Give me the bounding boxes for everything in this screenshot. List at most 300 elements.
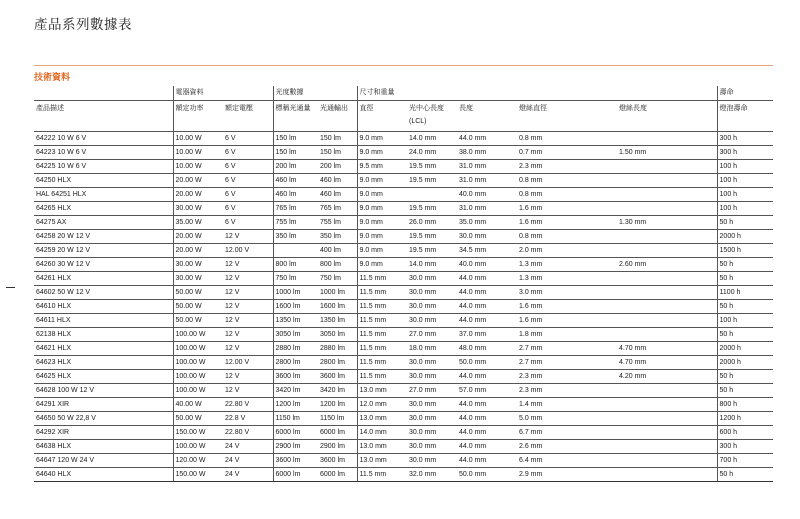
cell-diameter: 11.5 mm bbox=[357, 314, 407, 328]
cell-flux-nominal: 1600 lm bbox=[273, 300, 318, 314]
cell-power: 150.00 W bbox=[173, 468, 223, 482]
col-flux-nominal: 標稱光通量 bbox=[273, 101, 318, 132]
cell-filament-diameter: 2.6 mm bbox=[517, 440, 617, 454]
col-lamp-life: 燈泡壽命 bbox=[717, 101, 773, 132]
cell-power: 10.00 W bbox=[173, 132, 223, 146]
table-row bbox=[34, 412, 773, 426]
cell-flux-nominal: 3600 lm bbox=[273, 454, 318, 468]
col-voltage: 額定電壓 bbox=[223, 101, 273, 132]
cell-product: 64640 HLX bbox=[34, 468, 173, 482]
cell-lcl: 30.0 mm bbox=[407, 426, 457, 440]
cell-product: 64223 10 W 6 V bbox=[34, 146, 173, 160]
cell-product: 64650 50 W 22,8 V bbox=[34, 412, 173, 426]
cell-lcl: 18.0 mm bbox=[407, 342, 457, 356]
cell-length: 37.0 mm bbox=[457, 328, 517, 342]
cell-filament-diameter: 1.3 mm bbox=[517, 258, 617, 272]
cell-power: 100.00 W bbox=[173, 328, 223, 342]
cell-flux-output: 3050 lm bbox=[318, 328, 357, 342]
cell-filament-diameter: 0.7 mm bbox=[517, 146, 617, 160]
cell-product: 64647 120 W 24 V bbox=[34, 454, 173, 468]
cell-diameter: 9.0 mm bbox=[357, 188, 407, 202]
cell-length: 48.0 mm bbox=[457, 342, 517, 356]
cell-length: 44.0 mm bbox=[457, 314, 517, 328]
cell-filament-length bbox=[617, 412, 717, 426]
cell-flux-nominal: 150 lm bbox=[273, 132, 318, 146]
cell-power: 100.00 W bbox=[173, 342, 223, 356]
cell-voltage: 12.00 V bbox=[223, 244, 273, 258]
cell-life: 300 h bbox=[717, 440, 773, 454]
cell-filament-diameter: 6.4 mm bbox=[517, 454, 617, 468]
cell-filament-length bbox=[617, 188, 717, 202]
table-row bbox=[34, 230, 773, 244]
cell-life: 1500 h bbox=[717, 244, 773, 258]
cell-filament-diameter: 1.6 mm bbox=[517, 202, 617, 216]
cell-filament-length bbox=[617, 174, 717, 188]
cell-filament-diameter: 2.0 mm bbox=[517, 244, 617, 258]
table-row bbox=[34, 188, 773, 202]
cell-voltage: 6 V bbox=[223, 174, 273, 188]
cell-life: 100 h bbox=[717, 160, 773, 174]
cell-length: 31.0 mm bbox=[457, 174, 517, 188]
col-lcl: 光中心長度 (LCL) bbox=[407, 101, 457, 132]
cell-filament-length bbox=[617, 384, 717, 398]
cell-filament-length bbox=[617, 328, 717, 342]
spec-table bbox=[34, 86, 773, 482]
cell-life: 50 h bbox=[717, 384, 773, 398]
group-electrical: 電器資料 bbox=[173, 86, 273, 101]
cell-flux-output: 460 lm bbox=[318, 188, 357, 202]
cell-flux-output: 150 lm bbox=[318, 132, 357, 146]
cell-life: 50 h bbox=[717, 216, 773, 230]
table-row bbox=[34, 272, 773, 286]
cell-voltage: 6 V bbox=[223, 188, 273, 202]
cell-filament-length: 2.60 mm bbox=[617, 258, 717, 272]
cell-life: 100 h bbox=[717, 314, 773, 328]
cell-lcl: 14.0 mm bbox=[407, 132, 457, 146]
cell-flux-nominal: 2900 lm bbox=[273, 440, 318, 454]
cell-flux-nominal: 1200 lm bbox=[273, 398, 318, 412]
group-dimensions: 尺寸和重量 bbox=[357, 86, 717, 101]
cell-power: 20.00 W bbox=[173, 230, 223, 244]
table-row bbox=[34, 342, 773, 356]
cell-filament-diameter: 0.8 mm bbox=[517, 132, 617, 146]
cell-lcl: 19.5 mm bbox=[407, 160, 457, 174]
cell-filament-length bbox=[617, 314, 717, 328]
cell-flux-output: 400 lm bbox=[318, 244, 357, 258]
cell-flux-output: 200 lm bbox=[318, 160, 357, 174]
cell-life: 50 h bbox=[717, 328, 773, 342]
table-row bbox=[34, 286, 773, 300]
cell-length: 57.0 mm bbox=[457, 384, 517, 398]
cell-power: 100.00 W bbox=[173, 370, 223, 384]
cell-product: 64258 20 W 12 V bbox=[34, 230, 173, 244]
cell-flux-nominal: 1350 lm bbox=[273, 314, 318, 328]
cell-power: 100.00 W bbox=[173, 440, 223, 454]
table-row bbox=[34, 300, 773, 314]
cell-voltage: 24 V bbox=[223, 440, 273, 454]
cell-product: 64259 20 W 12 V bbox=[34, 244, 173, 258]
cell-voltage: 6 V bbox=[223, 202, 273, 216]
cell-filament-diameter: 1.4 mm bbox=[517, 398, 617, 412]
cell-length: 44.0 mm bbox=[457, 412, 517, 426]
cell-flux-nominal bbox=[273, 244, 318, 258]
cell-lcl: 26.0 mm bbox=[407, 216, 457, 230]
cell-flux-output: 1600 lm bbox=[318, 300, 357, 314]
cell-lcl: 19.5 mm bbox=[407, 244, 457, 258]
cell-flux-nominal: 460 lm bbox=[273, 188, 318, 202]
cell-diameter: 13.0 mm bbox=[357, 384, 407, 398]
cell-life: 800 h bbox=[717, 398, 773, 412]
cell-length: 50.0 mm bbox=[457, 356, 517, 370]
cell-flux-nominal: 1000 lm bbox=[273, 286, 318, 300]
cell-length: 31.0 mm bbox=[457, 160, 517, 174]
cell-lcl: 30.0 mm bbox=[407, 440, 457, 454]
cell-power: 120.00 W bbox=[173, 454, 223, 468]
cell-product: 64628 100 W 12 V bbox=[34, 384, 173, 398]
cell-filament-length: 1.50 mm bbox=[617, 146, 717, 160]
cell-flux-nominal: 3600 lm bbox=[273, 370, 318, 384]
cell-life: 1200 h bbox=[717, 412, 773, 426]
cell-flux-nominal: 2880 lm bbox=[273, 342, 318, 356]
cell-flux-output: 6000 lm bbox=[318, 468, 357, 482]
cell-lcl: 30.0 mm bbox=[407, 286, 457, 300]
table-row bbox=[34, 244, 773, 258]
cell-voltage: 12 V bbox=[223, 286, 273, 300]
cell-product: 64260 30 W 12 V bbox=[34, 258, 173, 272]
table-row bbox=[34, 314, 773, 328]
group-photometric: 光度數據 bbox=[273, 86, 357, 101]
table-row bbox=[34, 216, 773, 230]
cell-filament-diameter: 6.7 mm bbox=[517, 426, 617, 440]
col-length: 長度 bbox=[457, 101, 517, 132]
table-row bbox=[34, 398, 773, 412]
cell-length: 44.0 mm bbox=[457, 398, 517, 412]
cell-lcl: 30.0 mm bbox=[407, 412, 457, 426]
cell-flux-nominal: 765 lm bbox=[273, 202, 318, 216]
cell-product: 64623 HLX bbox=[34, 356, 173, 370]
cell-voltage: 12.00 V bbox=[223, 356, 273, 370]
cell-filament-diameter: 2.3 mm bbox=[517, 370, 617, 384]
table-row bbox=[34, 426, 773, 440]
cell-length: 50.0 mm bbox=[457, 468, 517, 482]
cell-filament-diameter: 2.3 mm bbox=[517, 160, 617, 174]
cell-product: 64265 HLX bbox=[34, 202, 173, 216]
table-row bbox=[34, 258, 773, 272]
table-row bbox=[34, 468, 773, 482]
cell-life: 50 h bbox=[717, 272, 773, 286]
cell-filament-diameter: 3.0 mm bbox=[517, 286, 617, 300]
cell-length: 40.0 mm bbox=[457, 258, 517, 272]
cell-length: 44.0 mm bbox=[457, 454, 517, 468]
cell-filament-diameter: 1.6 mm bbox=[517, 216, 617, 230]
col-power: 額定功率 bbox=[173, 101, 223, 132]
cell-filament-length bbox=[617, 132, 717, 146]
cell-power: 50.00 W bbox=[173, 300, 223, 314]
col-filament-diameter: 燈絲直徑 bbox=[517, 101, 617, 132]
cell-flux-nominal: 200 lm bbox=[273, 160, 318, 174]
table-row bbox=[34, 328, 773, 342]
cell-filament-length: 1.30 mm bbox=[617, 216, 717, 230]
cell-power: 20.00 W bbox=[173, 174, 223, 188]
cell-lcl: 30.0 mm bbox=[407, 370, 457, 384]
cell-flux-nominal: 750 lm bbox=[273, 272, 318, 286]
cell-diameter: 9.0 mm bbox=[357, 244, 407, 258]
cell-filament-length bbox=[617, 300, 717, 314]
cell-voltage: 12 V bbox=[223, 300, 273, 314]
cell-product: 62138 HLX bbox=[34, 328, 173, 342]
cell-voltage: 6 V bbox=[223, 216, 273, 230]
cell-filament-diameter: 0.8 mm bbox=[517, 188, 617, 202]
cell-voltage: 24 V bbox=[223, 468, 273, 482]
cell-length: 44.0 mm bbox=[457, 426, 517, 440]
table-row bbox=[34, 384, 773, 398]
cell-length: 30.0 mm bbox=[457, 230, 517, 244]
cell-flux-output: 6000 lm bbox=[318, 426, 357, 440]
table-row bbox=[34, 454, 773, 468]
cell-life: 1100 h bbox=[717, 286, 773, 300]
col-product: 產品描述 bbox=[34, 101, 173, 132]
table-row bbox=[34, 356, 773, 370]
col-flux-output: 光通輸出 bbox=[318, 101, 357, 132]
cell-flux-output: 460 lm bbox=[318, 174, 357, 188]
cell-power: 50.00 W bbox=[173, 286, 223, 300]
cell-flux-output: 350 lm bbox=[318, 230, 357, 244]
cell-flux-output: 800 lm bbox=[318, 258, 357, 272]
cell-diameter: 9.0 mm bbox=[357, 146, 407, 160]
cell-diameter: 9.0 mm bbox=[357, 174, 407, 188]
col-diameter: 直徑 bbox=[357, 101, 407, 132]
cell-life: 50 h bbox=[717, 300, 773, 314]
cell-flux-output: 1350 lm bbox=[318, 314, 357, 328]
cell-voltage: 12 V bbox=[223, 230, 273, 244]
cell-diameter: 13.0 mm bbox=[357, 440, 407, 454]
cell-filament-length bbox=[617, 468, 717, 482]
cell-lcl: 19.5 mm bbox=[407, 230, 457, 244]
cell-product: 64225 10 W 6 V bbox=[34, 160, 173, 174]
cell-length: 44.0 mm bbox=[457, 272, 517, 286]
cell-lcl: 30.0 mm bbox=[407, 454, 457, 468]
table-row bbox=[34, 132, 773, 146]
cell-lcl: 30.0 mm bbox=[407, 356, 457, 370]
cell-length: 35.0 mm bbox=[457, 216, 517, 230]
cell-voltage: 12 V bbox=[223, 384, 273, 398]
cell-diameter: 9.0 mm bbox=[357, 258, 407, 272]
cell-power: 50.00 W bbox=[173, 314, 223, 328]
cell-filament-diameter: 2.7 mm bbox=[517, 356, 617, 370]
cell-product: 64602 50 W 12 V bbox=[34, 286, 173, 300]
cell-power: 40.00 W bbox=[173, 398, 223, 412]
cell-product: 64222 10 W 6 V bbox=[34, 132, 173, 146]
cell-life: 2000 h bbox=[717, 230, 773, 244]
cell-length: 38.0 mm bbox=[457, 146, 517, 160]
cell-flux-output: 150 lm bbox=[318, 146, 357, 160]
cell-length: 44.0 mm bbox=[457, 286, 517, 300]
cell-filament-length bbox=[617, 202, 717, 216]
cell-diameter: 11.5 mm bbox=[357, 356, 407, 370]
cell-filament-diameter: 2.3 mm bbox=[517, 384, 617, 398]
cell-filament-length bbox=[617, 440, 717, 454]
cell-filament-length: 4.70 mm bbox=[617, 342, 717, 356]
cell-life: 600 h bbox=[717, 426, 773, 440]
cell-product: 64292 XIR bbox=[34, 426, 173, 440]
cell-flux-output: 1000 lm bbox=[318, 286, 357, 300]
cell-flux-output: 755 lm bbox=[318, 216, 357, 230]
cell-product: 64250 HLX bbox=[34, 174, 173, 188]
cell-voltage: 22.80 V bbox=[223, 398, 273, 412]
cell-length: 44.0 mm bbox=[457, 440, 517, 454]
cell-filament-length bbox=[617, 426, 717, 440]
cell-filament-diameter: 2.9 mm bbox=[517, 468, 617, 482]
cell-voltage: 22.8 V bbox=[223, 412, 273, 426]
group-header-row bbox=[34, 86, 773, 101]
cell-voltage: 24 V bbox=[223, 454, 273, 468]
cell-filament-diameter: 1.6 mm bbox=[517, 300, 617, 314]
cell-diameter: 11.5 mm bbox=[357, 342, 407, 356]
cell-voltage: 12 V bbox=[223, 258, 273, 272]
cell-lcl bbox=[407, 188, 457, 202]
group-header-blank bbox=[34, 86, 173, 101]
cell-voltage: 6 V bbox=[223, 146, 273, 160]
cell-diameter: 9.0 mm bbox=[357, 202, 407, 216]
cell-power: 10.00 W bbox=[173, 146, 223, 160]
cell-product: 64611 HLX bbox=[34, 314, 173, 328]
cell-diameter: 9.0 mm bbox=[357, 230, 407, 244]
cell-lcl: 19.5 mm bbox=[407, 174, 457, 188]
table-row bbox=[34, 370, 773, 384]
cell-filament-length bbox=[617, 454, 717, 468]
cell-diameter: 13.0 mm bbox=[357, 454, 407, 468]
page-title: 產品系列數據表 bbox=[34, 17, 132, 32]
cell-product: 64261 HLX bbox=[34, 272, 173, 286]
cell-power: 150.00 W bbox=[173, 426, 223, 440]
cell-flux-nominal: 3050 lm bbox=[273, 328, 318, 342]
cell-life: 100 h bbox=[717, 174, 773, 188]
table-row bbox=[34, 202, 773, 216]
cell-flux-nominal: 3420 lm bbox=[273, 384, 318, 398]
cell-flux-nominal: 755 lm bbox=[273, 216, 318, 230]
cell-flux-output: 3420 lm bbox=[318, 384, 357, 398]
cell-voltage: 12 V bbox=[223, 370, 273, 384]
cell-flux-nominal: 6000 lm bbox=[273, 426, 318, 440]
spec-table-body bbox=[34, 132, 773, 482]
cell-diameter: 11.5 mm bbox=[357, 468, 407, 482]
cell-product: HAL 64251 HLX bbox=[34, 188, 173, 202]
group-lifetime: 壽命 bbox=[717, 86, 773, 101]
cell-flux-output: 2900 lm bbox=[318, 440, 357, 454]
cell-diameter: 11.5 mm bbox=[357, 370, 407, 384]
cell-filament-diameter: 1.8 mm bbox=[517, 328, 617, 342]
section-title: 技術資料 bbox=[34, 72, 71, 82]
cell-diameter: 11.5 mm bbox=[357, 286, 407, 300]
cell-voltage: 6 V bbox=[223, 160, 273, 174]
cell-voltage: 22.80 V bbox=[223, 426, 273, 440]
cell-lcl: 14.0 mm bbox=[407, 258, 457, 272]
cell-power: 20.00 W bbox=[173, 244, 223, 258]
cell-power: 100.00 W bbox=[173, 384, 223, 398]
header-divider bbox=[34, 65, 773, 66]
cell-lcl: 27.0 mm bbox=[407, 328, 457, 342]
cell-life: 300 h bbox=[717, 146, 773, 160]
cell-filament-diameter: 0.8 mm bbox=[517, 174, 617, 188]
cell-life: 100 h bbox=[717, 202, 773, 216]
cell-product: 64275 AX bbox=[34, 216, 173, 230]
cell-voltage: 6 V bbox=[223, 132, 273, 146]
table-row bbox=[34, 146, 773, 160]
cell-power: 100.00 W bbox=[173, 356, 223, 370]
cell-flux-output: 765 lm bbox=[318, 202, 357, 216]
cell-diameter: 11.5 mm bbox=[357, 272, 407, 286]
column-header-row bbox=[34, 101, 773, 132]
cell-power: 20.00 W bbox=[173, 188, 223, 202]
cell-product: 64621 HLX bbox=[34, 342, 173, 356]
cell-product: 64638 HLX bbox=[34, 440, 173, 454]
cell-flux-nominal: 6000 lm bbox=[273, 468, 318, 482]
cell-lcl: 24.0 mm bbox=[407, 146, 457, 160]
cell-product: 64625 HLX bbox=[34, 370, 173, 384]
cell-voltage: 12 V bbox=[223, 328, 273, 342]
cell-life: 100 h bbox=[717, 188, 773, 202]
cell-flux-output: 2880 lm bbox=[318, 342, 357, 356]
cell-life: 2000 h bbox=[717, 342, 773, 356]
cell-voltage: 12 V bbox=[223, 314, 273, 328]
cell-length: 31.0 mm bbox=[457, 202, 517, 216]
cell-length: 44.0 mm bbox=[457, 370, 517, 384]
cell-diameter: 9.0 mm bbox=[357, 132, 407, 146]
cell-filament-diameter: 5.0 mm bbox=[517, 412, 617, 426]
cell-diameter: 9.0 mm bbox=[357, 216, 407, 230]
cell-product: 64610 HLX bbox=[34, 300, 173, 314]
table-row bbox=[34, 440, 773, 454]
cell-flux-output: 3600 lm bbox=[318, 454, 357, 468]
cell-filament-length bbox=[617, 244, 717, 258]
cell-diameter: 14.0 mm bbox=[357, 426, 407, 440]
cell-filament-length bbox=[617, 286, 717, 300]
cell-flux-output: 3600 lm bbox=[318, 370, 357, 384]
cell-voltage: 12 V bbox=[223, 342, 273, 356]
col-filament-length: 燈絲長度 bbox=[617, 101, 717, 132]
cell-length: 34.5 mm bbox=[457, 244, 517, 258]
cell-lcl: 19.5 mm bbox=[407, 202, 457, 216]
cell-flux-nominal: 350 lm bbox=[273, 230, 318, 244]
table-row bbox=[34, 160, 773, 174]
cell-filament-length bbox=[617, 272, 717, 286]
cell-diameter: 12.0 mm bbox=[357, 398, 407, 412]
cell-flux-nominal: 150 lm bbox=[273, 146, 318, 160]
cell-filament-diameter: 0.8 mm bbox=[517, 230, 617, 244]
cell-lcl: 32.0 mm bbox=[407, 468, 457, 482]
cell-life: 300 h bbox=[717, 132, 773, 146]
cell-flux-nominal: 800 lm bbox=[273, 258, 318, 272]
cell-length: 44.0 mm bbox=[457, 132, 517, 146]
cell-length: 40.0 mm bbox=[457, 188, 517, 202]
cell-power: 50.00 W bbox=[173, 412, 223, 426]
cell-power: 35.00 W bbox=[173, 216, 223, 230]
margin-mark bbox=[6, 287, 15, 288]
cell-diameter: 11.5 mm bbox=[357, 328, 407, 342]
cell-power: 30.00 W bbox=[173, 258, 223, 272]
cell-diameter: 9.5 mm bbox=[357, 160, 407, 174]
cell-flux-output: 1150 lm bbox=[318, 412, 357, 426]
cell-life: 50 h bbox=[717, 258, 773, 272]
cell-lcl: 30.0 mm bbox=[407, 272, 457, 286]
cell-filament-length bbox=[617, 230, 717, 244]
cell-power: 30.00 W bbox=[173, 202, 223, 216]
cell-filament-length bbox=[617, 398, 717, 412]
cell-filament-length bbox=[617, 160, 717, 174]
table-row bbox=[34, 174, 773, 188]
cell-flux-nominal: 1150 lm bbox=[273, 412, 318, 426]
cell-filament-diameter: 1.6 mm bbox=[517, 314, 617, 328]
